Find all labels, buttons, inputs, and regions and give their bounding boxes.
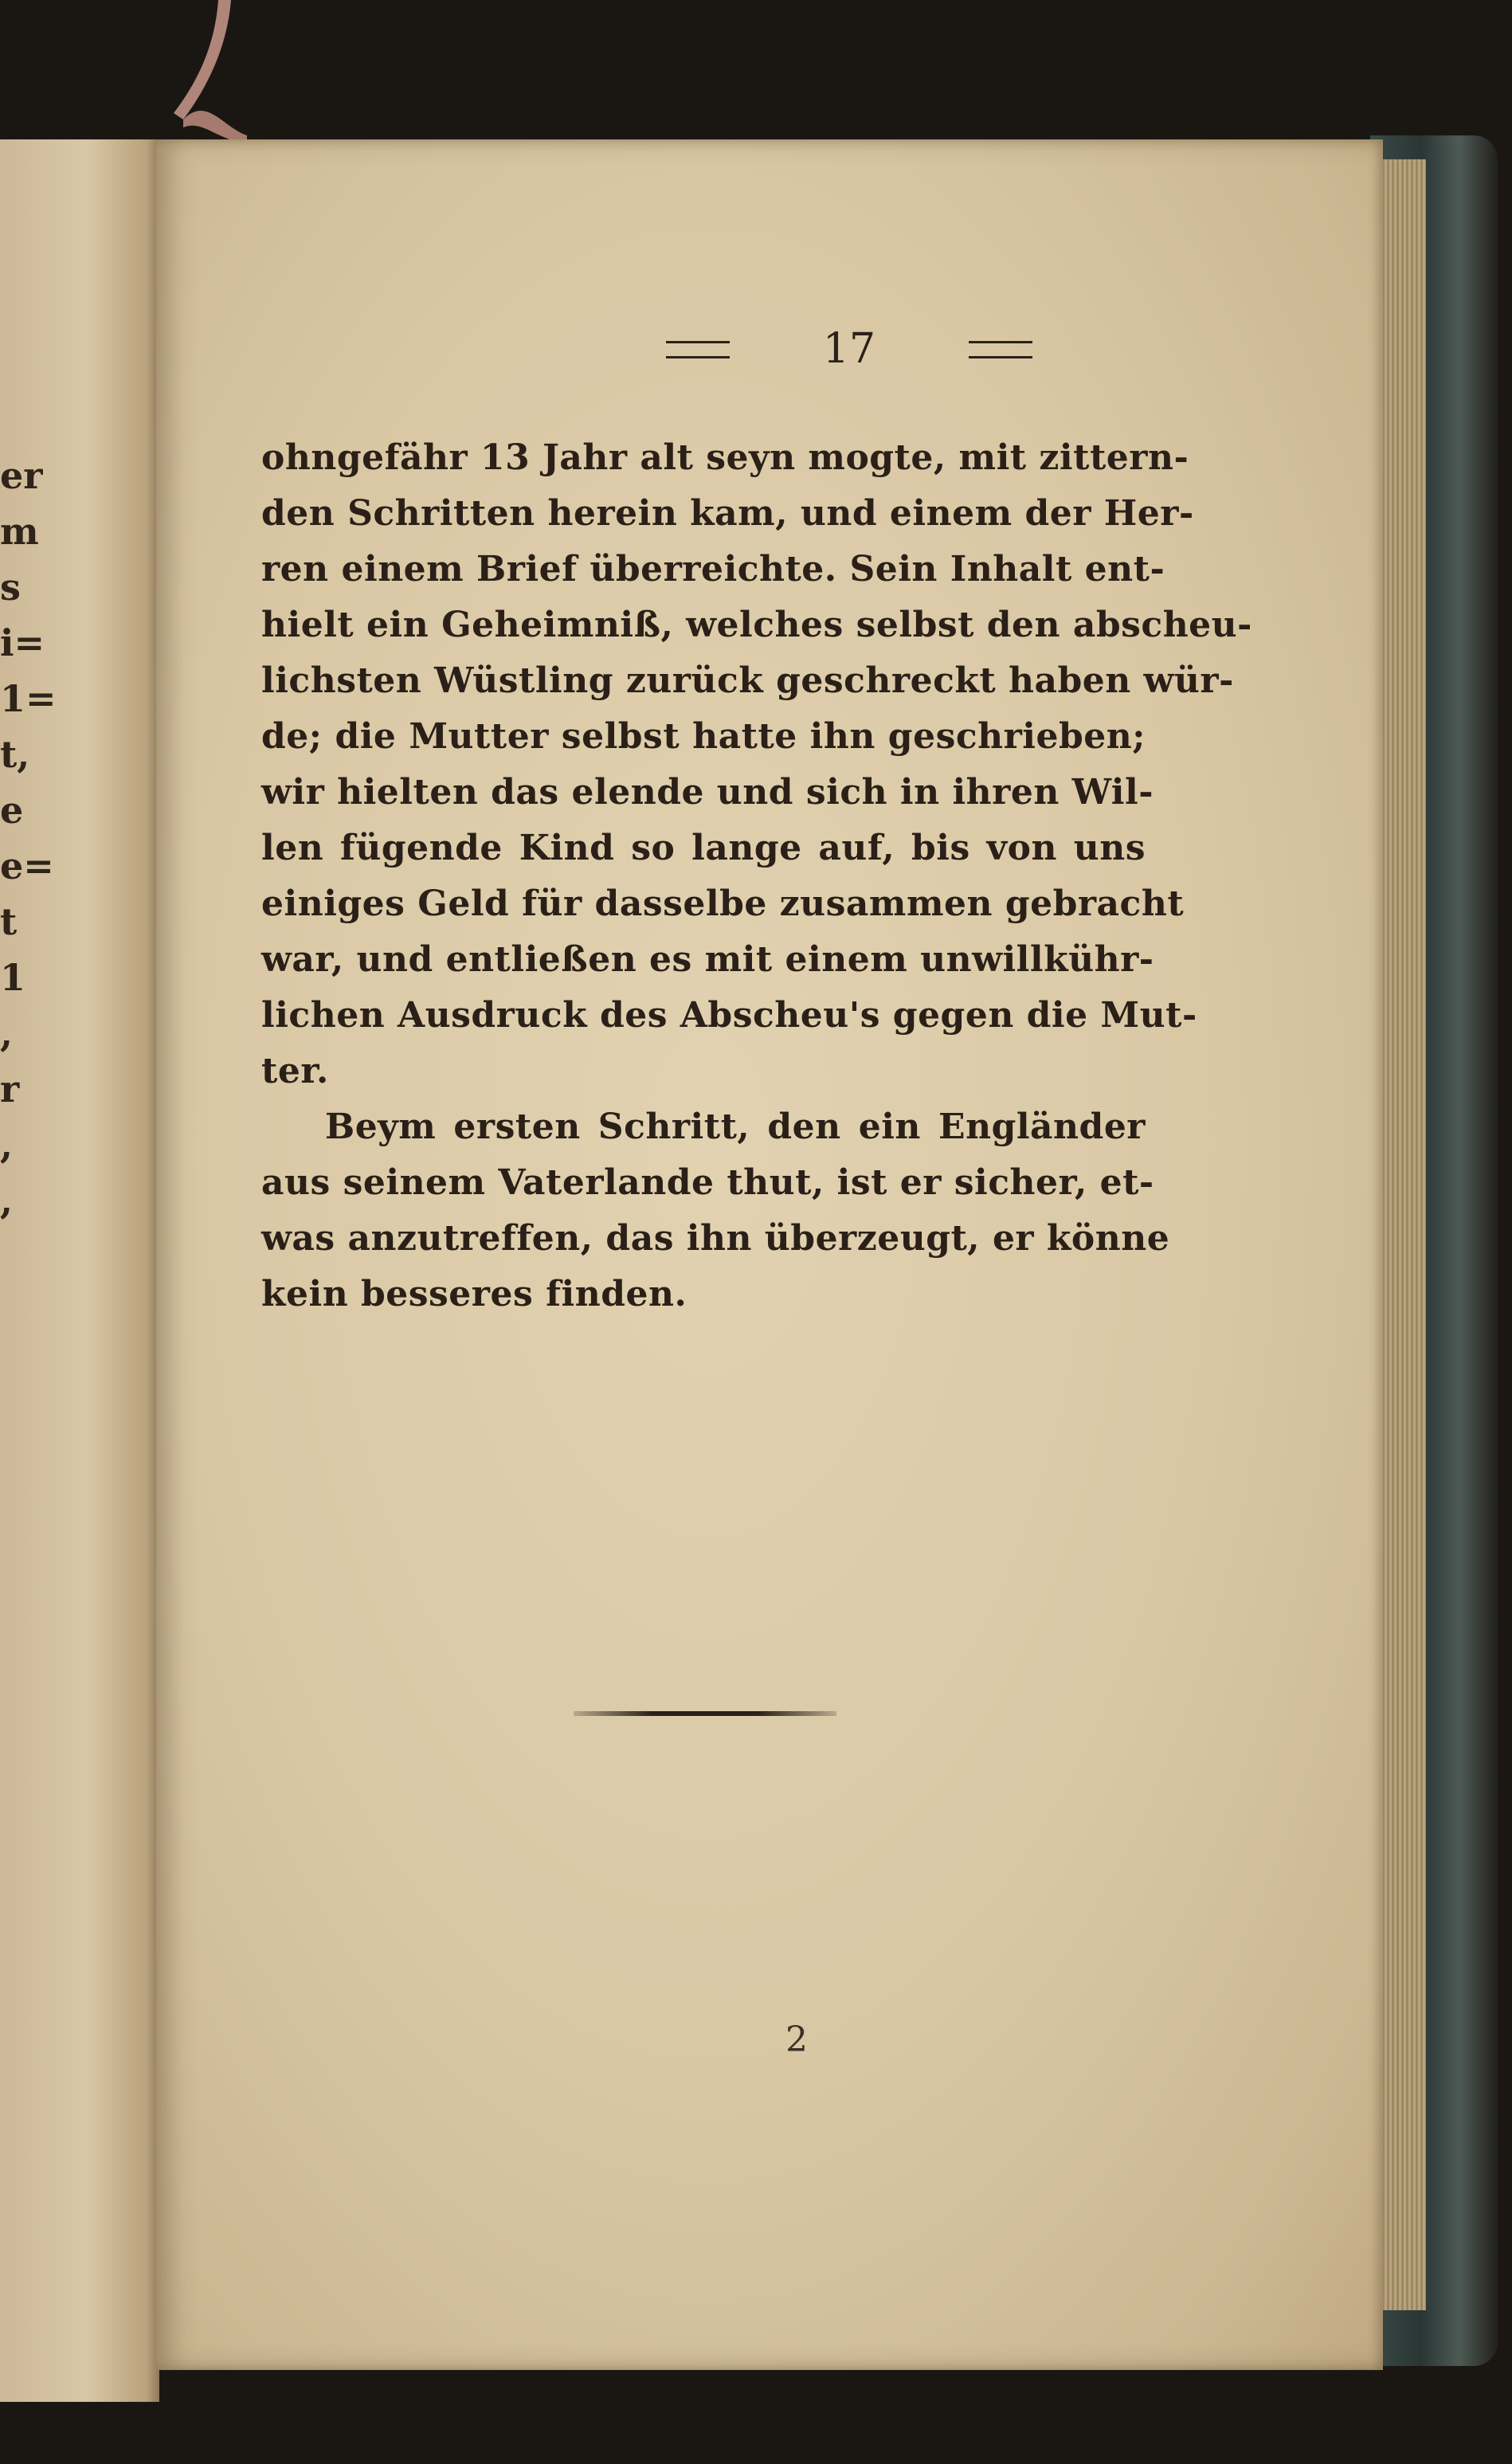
- left-fragment: r: [0, 1067, 20, 1111]
- text-line: lichen Ausdruck des Abscheu's gegen die Mut-: [261, 995, 1197, 1036]
- left-fragment: t: [0, 900, 18, 943]
- left-fragment: e=: [0, 844, 54, 887]
- left-fragment: m: [0, 510, 39, 553]
- left-fragment: e: [0, 789, 24, 832]
- section-end-rule: [574, 1711, 836, 1716]
- text-line: aus seinem Vaterlande thut, ist er sicher, et-: [261, 1162, 1154, 1203]
- text-line: den Schritten herein kam, und einem der Her-: [261, 493, 1194, 534]
- text-line: ren einem Brief überreichte. Sein Inhalt ent-: [261, 549, 1165, 590]
- text-line: war, und entließen es mit einem unwillkühr-: [261, 939, 1154, 980]
- text-line: Beym ersten Schritt, den ein Engländer: [325, 1107, 1146, 1147]
- header-rule-right: [969, 341, 1032, 358]
- text-line: was anzutreffen, das ihn überzeugt, er könne: [261, 1218, 1170, 1259]
- text-line: ter.: [261, 1051, 329, 1091]
- previous-page-edge: [0, 139, 159, 2402]
- text-line: lichsten Wüstling zurück geschreckt haben wür-: [261, 660, 1234, 701]
- text-line: kein besseres finden.: [261, 1274, 687, 1314]
- left-fragment: 1=: [0, 677, 57, 720]
- left-fragment: i=: [0, 621, 45, 664]
- left-fragment: s: [0, 566, 21, 609]
- left-fragment: ,: [0, 1123, 14, 1166]
- left-fragment: ,: [0, 1012, 14, 1055]
- running-header: [666, 327, 1032, 374]
- signature-mark: 2: [785, 2019, 808, 2060]
- text-line: ohngefähr 13 Jahr alt seyn mogte, mit zittern-: [261, 437, 1189, 478]
- left-fragment: ,: [0, 1179, 14, 1222]
- page-number: 17: [822, 325, 876, 373]
- text-line: hielt ein Geheimniß, welches selbst den abscheu-: [261, 605, 1252, 645]
- page-body-text: [261, 430, 1252, 1322]
- left-fragment: 1: [0, 956, 26, 999]
- text-line: wir hielten das elende und sich in ihren Wil-: [261, 772, 1154, 813]
- left-fragment: t,: [0, 733, 30, 776]
- text-line: de; die Mutter selbst hatte ihn geschrieben;: [261, 716, 1146, 757]
- text-line: einiges Geld für dasselbe zusammen gebracht: [261, 883, 1185, 924]
- text-line: len fügende Kind so lange auf, bis von uns: [261, 828, 1146, 868]
- left-fragment: er: [0, 454, 43, 497]
- bookmark-ribbon: [135, 0, 247, 143]
